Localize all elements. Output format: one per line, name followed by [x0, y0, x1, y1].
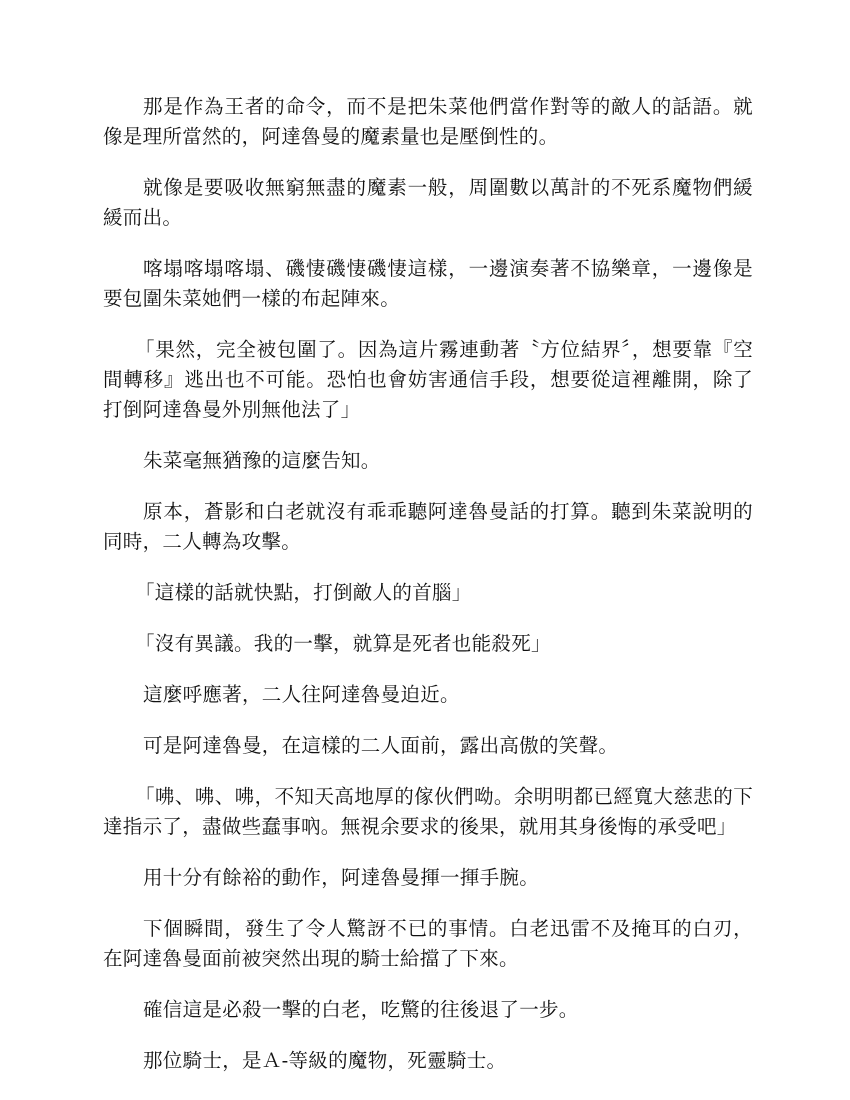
paragraph: 用十分有餘裕的動作，阿達魯曼揮一揮手腕。: [143, 866, 540, 889]
paragraph: 那位騎士，是Ａ-等級的魔物，死靈騎士。: [143, 1049, 507, 1072]
dialogue-paragraph: 「沒有異議。我的一擊，就算是死者也能殺死」: [135, 632, 551, 655]
paragraph: 原本，蒼影和白老就沒有乖乖聽阿達魯曼話的打算。聽到朱菜說明的同時，二人轉為攻擊。: [103, 500, 753, 553]
paragraph: 朱菜毫無猶豫的這麼告知。: [143, 449, 381, 472]
paragraph: 就像是要吸收無窮無盡的魔素一般，周圍數以萬計的不死系魔物們緩緩而出。: [103, 176, 753, 229]
dialogue-paragraph: 「這樣的話就快點，打倒敵人的首腦」: [135, 581, 472, 604]
document-body: [103, 92, 753, 1097]
paragraph: 下個瞬間，發生了令人驚訝不已的事情。白老迅雷不及掩耳的白刃，在阿達魯曼面前被突然出現的騎士給擋了下來。: [103, 917, 753, 970]
paragraph: 那是作為王者的命令，而不是把朱菜他們當作對等的敵人的話語。就像是理所當然的，阿達魯曼的魔素量也是壓倒性的。: [103, 95, 753, 148]
paragraph: 這麼呼應著，二人往阿達魯曼迫近。: [143, 683, 460, 706]
paragraph: 確信這是必殺一擊的白老，吃驚的往後退了一步。: [143, 998, 579, 1021]
dialogue-paragraph: 「果然，完全被包圍了。因為這片霧連動著〝方位結界〞，想要靠『空間轉移』逃出也不可能。恐怕也會妨害通信手段，想要從這裡離開，除了打倒阿達魯曼外別無他法了」: [103, 338, 753, 421]
paragraph: 可是阿達魯曼，在這樣的二人面前，露出高傲的笑聲。: [143, 734, 619, 757]
dialogue-paragraph: 「咈、咈、咈，不知天高地厚的傢伙們呦。余明明都已經寬大慈悲的下達指示了，盡做些蠢事吶。無視余要求的後果，就用其身後悔的承受吧」: [103, 785, 753, 838]
paragraph: 喀塌喀塌喀塌、磯悽磯悽磯悽這樣，一邊演奏著不協樂章，一邊像是要包圍朱菜她們一樣的布起陣來。: [103, 257, 753, 310]
